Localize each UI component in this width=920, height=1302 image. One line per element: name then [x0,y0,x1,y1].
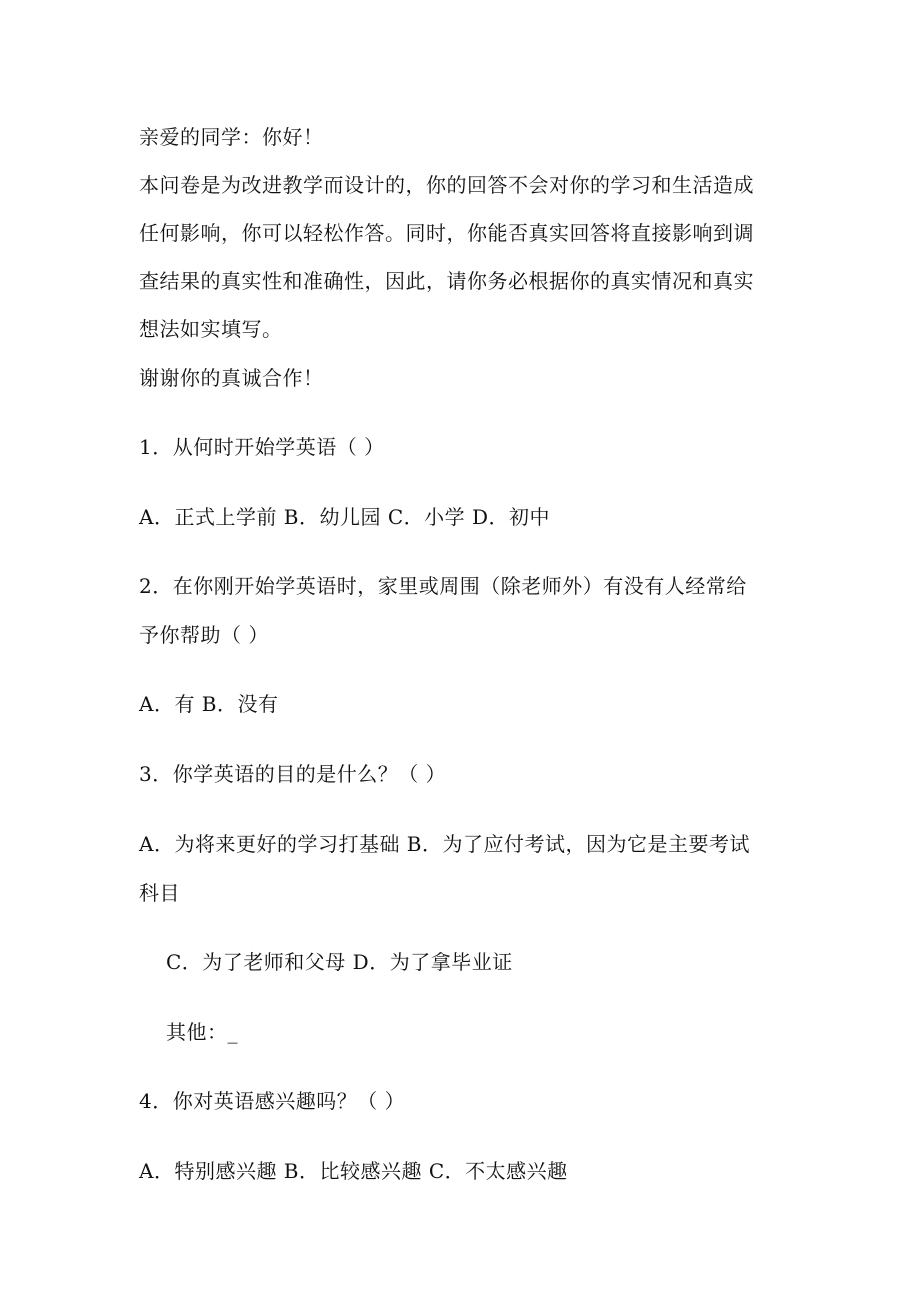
question-4-options: A．特别感兴趣 B．比较感兴趣 C．不太感兴趣 [139,1159,568,1183]
thanks-line: 谢谢你的真诚合作！ [139,366,324,390]
intro-line-4: 想法如实填写。 [139,317,283,341]
question-2-line-2: 予你帮助（ ） [139,623,269,647]
question-1-options: A．正式上学前 B．幼儿园 C．小学 D．初中 [139,505,551,529]
question-3-options-line-2: 科目 [139,881,180,905]
question-3-options-line-1: A．为将来更好的学习打基础 B．为了应付考试，因为它是主要考试 [139,832,750,856]
intro-line-2: 任何影响，你可以轻松作答。同时，你能否真实回答将直接影响到调 [139,221,754,245]
question-3: 3．你学英语的目的是什么？（ ） [139,762,447,786]
question-2-line-1: 2．在你刚开始学英语时，家里或周围（除老师外）有没有人经常给 [139,574,747,598]
question-4: 4．你对英语感兴趣吗？（ ） [139,1089,406,1113]
question-2-options: A．有 B．没有 [139,692,279,716]
intro-line-3: 查结果的真实性和准确性，因此，请你务必根据你的真实情况和真实 [139,269,754,293]
greeting: 亲爱的同学：你好！ [139,125,324,149]
intro-line-1: 本问卷是为改进教学而设计的，你的回答不会对你的学习和生活造成 [139,173,754,197]
question-3-other: 其他：_ [166,1020,238,1044]
question-3-options-line-3: C．为了老师和父母 D．为了拿毕业证 [166,950,513,974]
question-1: 1．从何时开始学英语（ ） [139,435,385,459]
